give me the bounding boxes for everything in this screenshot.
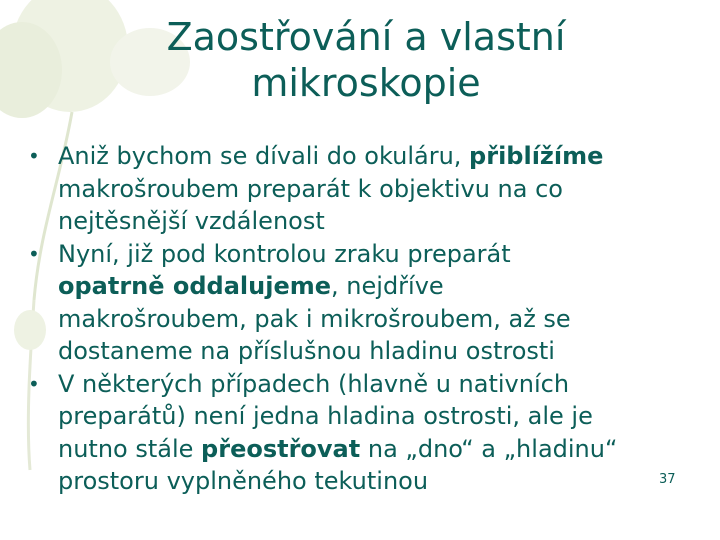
bullet-marker: •: [28, 144, 40, 168]
bold-text: přiblížíme: [469, 142, 604, 170]
text-run: Aniž bychom se dívali do okuláru,: [58, 142, 470, 170]
bold-text: opatrně oddalujeme: [58, 272, 332, 300]
text-run: nutno stále: [58, 434, 202, 463]
bullet-line: nejtěsnější vzdálenost: [58, 207, 325, 235]
bullet-list: [28, 140, 708, 498]
slide-number: 37: [659, 472, 676, 487]
slide-title-line-2: mikroskopie: [251, 61, 481, 105]
bullet-item: [28, 140, 708, 238]
bullet-line: dostaneme na příslušnou hladinu ostrosti: [58, 337, 555, 365]
bullet-item: [28, 238, 708, 368]
bullet-line: prostoru vyplněného tekutinou: [58, 467, 429, 495]
bullet-text: [58, 238, 708, 368]
text-run: na „dno“ a „hladinu“: [360, 434, 618, 463]
bullet-line: V některých případech (hlavně u nativních: [58, 369, 570, 398]
bullet-line: [58, 433, 708, 466]
bullet-line: Nyní, již pod kontrolou zraku preparát: [58, 239, 511, 268]
bullet-line: makrošroubem, pak i mikrošroubem, až se: [58, 304, 571, 333]
bullet-text: [58, 140, 708, 238]
bullet-marker: •: [28, 371, 40, 396]
bullet-line: [58, 270, 708, 303]
bullet-line: makrošroubem preparát k objektivu na co: [58, 174, 563, 203]
text-run: , nejdříve: [331, 272, 444, 300]
bullet-marker: •: [28, 241, 40, 266]
bullet-text: [58, 368, 708, 498]
bullet-line: [58, 140, 708, 173]
slide-title-line-1: Zaostřování a vlastní: [166, 15, 566, 59]
bold-text: přeostřovat: [201, 434, 361, 463]
bullet-item: [28, 368, 708, 498]
bullet-line: preparátů) není jedna hladina ostrosti, ale je: [58, 402, 593, 430]
slide-title: [100, 14, 632, 106]
